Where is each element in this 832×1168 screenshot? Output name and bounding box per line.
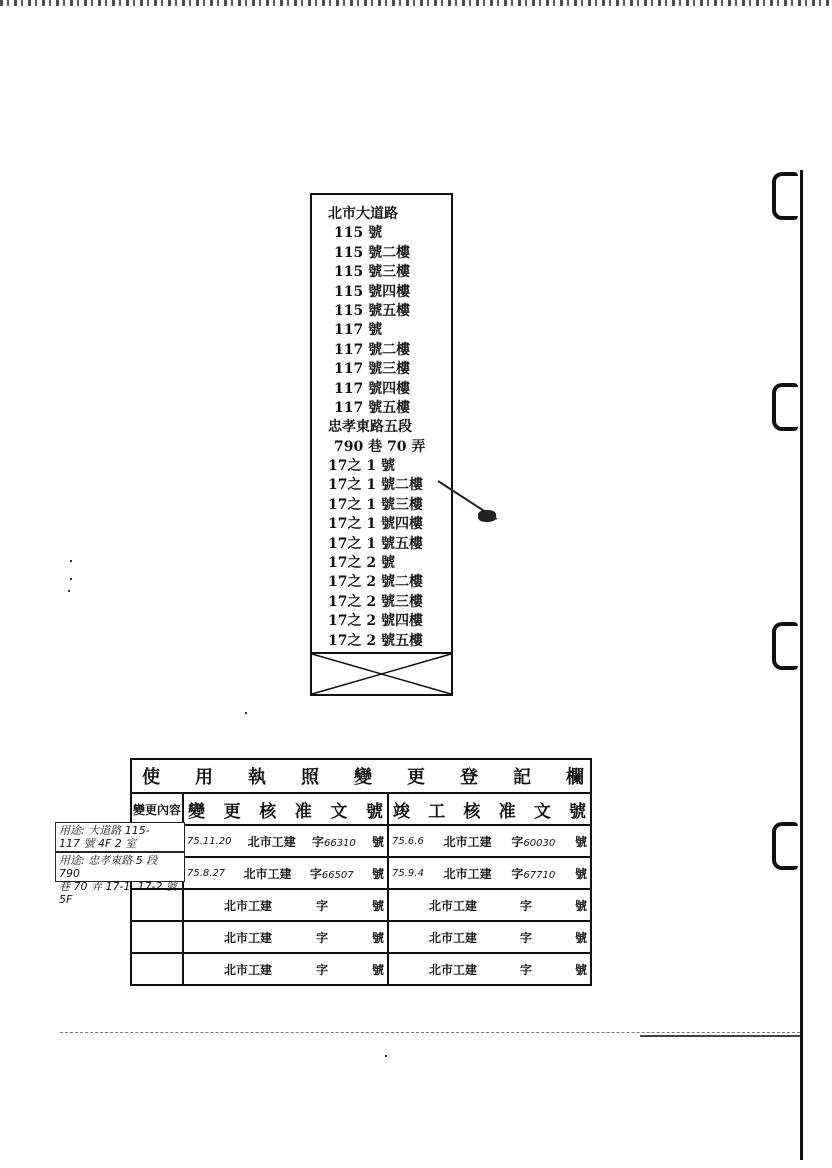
address-entry: 17之 1 號五樓: [328, 535, 423, 552]
address-entry: 17之 1 號四樓: [328, 516, 423, 533]
scan-speck: [70, 560, 72, 562]
completion-approval-cell: 北市工建 字 號: [388, 953, 591, 985]
scan-speck: [385, 1055, 387, 1057]
completion-approval-cell: 75.6.6 北市工建 字60030 號: [388, 825, 591, 857]
title-char: 登: [460, 767, 478, 788]
void-cross-mark: [312, 652, 451, 694]
address-entry: 17之 2 號三樓: [328, 593, 423, 610]
address-entry: 17之 2 號: [328, 555, 395, 572]
address-entry: 17之 1 號三樓: [328, 496, 423, 513]
binding-ring: [772, 383, 798, 431]
register-title-row: [131, 759, 591, 793]
binding-ring: [772, 622, 798, 670]
address-entry: 117 號二樓: [334, 341, 411, 358]
header-change-content: 變更內容: [131, 793, 183, 825]
scan-line: [640, 1035, 800, 1037]
scan-speck: [245, 712, 247, 714]
header-completion-approval: 竣 工 核 准 文 號: [388, 793, 591, 825]
title-char: 欄: [566, 767, 584, 788]
scan-speck: [70, 578, 72, 580]
completion-approval-cell: 北市工建 字 號: [388, 889, 591, 921]
title-char: 用: [195, 767, 213, 788]
address-entry: 117 號: [334, 322, 383, 339]
address-entry: 790 巷 70 弄: [334, 438, 426, 455]
scan-line: [60, 1032, 800, 1033]
binding-ring: [772, 822, 798, 870]
change-approval-cell: 北市工建 字 號: [183, 921, 388, 953]
change-approval-cell: 北市工建 字 號: [183, 953, 388, 985]
pasted-usage-note: 用途: 大道路 115- 117 號 4F 2 室: [55, 822, 185, 852]
change-approval-cell: 北市工建 字 號: [183, 889, 388, 921]
address-entry: 117 號三樓: [334, 361, 411, 378]
change-content-cell: [131, 921, 183, 953]
title-char: 記: [513, 767, 531, 788]
change-content-cell: [131, 953, 183, 985]
register-table: [130, 758, 592, 986]
address-entry: 115 號: [334, 225, 383, 242]
completion-approval-cell: 北市工建 字 號: [388, 921, 591, 953]
register-header-row: [131, 793, 591, 825]
address-entry: 17之 1 號二樓: [328, 477, 423, 494]
address-entry: 17之 2 號四樓: [328, 613, 423, 630]
change-approval-cell: 75.8.27 北市工建 字66507 號: [183, 857, 388, 889]
scan-top-edge: [0, 0, 832, 6]
seal-mark: [478, 510, 496, 522]
address-entry: 17之 1 號: [328, 458, 395, 475]
binding-ring: [772, 172, 798, 220]
address-entry: 115 號三樓: [334, 264, 411, 281]
address-entry: 115 號四樓: [334, 283, 411, 300]
title-char: 使: [142, 767, 160, 788]
register-title: [131, 759, 591, 793]
register-row: [131, 953, 591, 985]
address-entry: 忠孝東路五段: [328, 419, 412, 436]
pasted-usage-note: 用途: 忠孝東路 5 段 790 巷 70 弄 17-1, 17-2 號 5F: [55, 852, 185, 882]
title-char: 變: [354, 767, 372, 788]
title-char: 執: [248, 767, 266, 788]
address-entry: 117 號四樓: [334, 380, 411, 397]
completion-approval-cell: 75.9.4 北市工建 字67710 號: [388, 857, 591, 889]
address-list: [312, 195, 451, 651]
address-list-box: [310, 193, 453, 696]
usage-license-change-register: [130, 758, 590, 977]
address-entry: 17之 2 號五樓: [328, 632, 423, 649]
address-entry: 北市大道路: [328, 206, 398, 222]
address-entry: 17之 2 號二樓: [328, 574, 423, 591]
address-entry: 115 號五樓: [334, 302, 411, 319]
register-row: [131, 921, 591, 953]
register-row: [131, 825, 591, 857]
address-entry: 117 號五樓: [334, 399, 411, 416]
binding-edge: [800, 170, 813, 1160]
register-row: [131, 889, 591, 921]
title-char: 照: [301, 767, 319, 788]
address-entry: 115 號二樓: [334, 244, 411, 261]
change-approval-cell: 75.11.20 北市工建 字66310 號: [183, 825, 388, 857]
title-char: 更: [407, 767, 425, 788]
header-change-approval: 變 更 核 准 文 號: [183, 793, 388, 825]
register-row: [131, 857, 591, 889]
scan-speck: [68, 590, 70, 592]
